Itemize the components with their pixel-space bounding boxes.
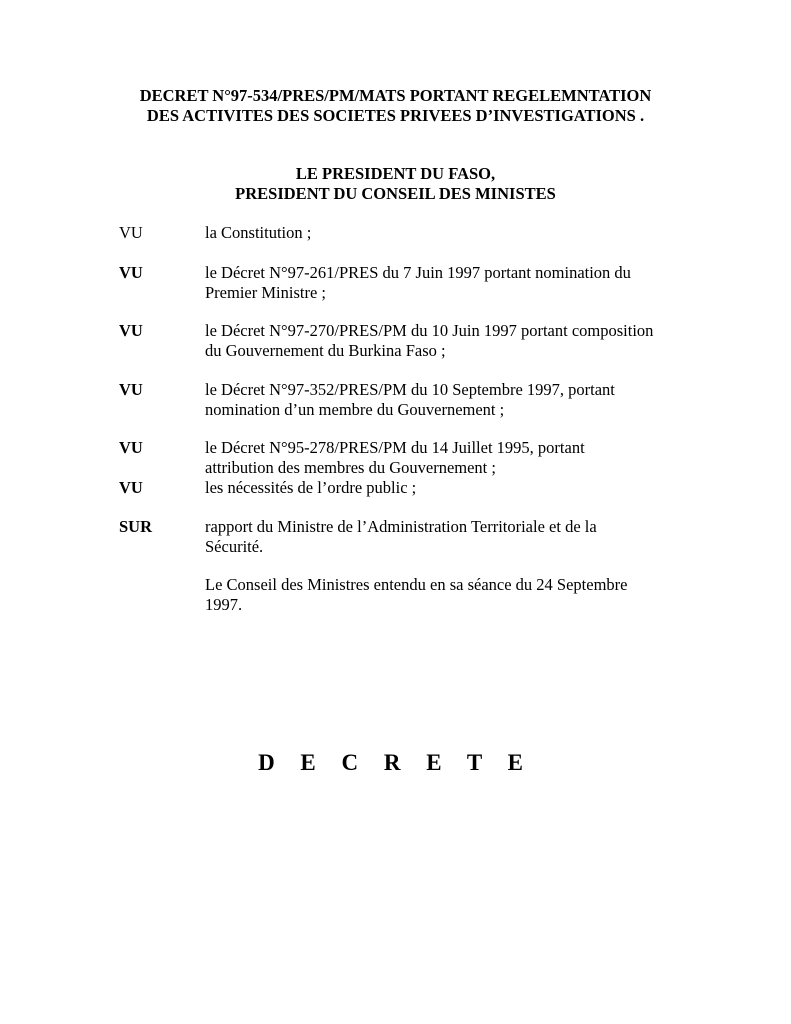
decree-title-line-2: DES ACTIVITES DES SOCIETES PRIVEES D’INVESTIGATIONS .: [146, 106, 645, 125]
council-text-line: 1997.: [205, 595, 243, 614]
visa-keyword: VU: [119, 223, 143, 242]
visa-text-line: les nécessités de l’ordre public ;: [205, 478, 417, 497]
visa-text: [205, 380, 675, 420]
decree-title: [0, 86, 791, 126]
visa-text-line: le Décret N°95-278/PRES/PM du 14 Juillet 1995, portant: [205, 438, 585, 457]
president-heading-line-2: PRESIDENT DU CONSEIL DES MINISTES: [235, 184, 556, 203]
visa-text-line: le Décret N°97-270/PRES/PM du 10 Juin 1997 portant composition: [205, 321, 654, 340]
visa-text-line: du Gouvernement du Burkina Faso ;: [205, 341, 446, 360]
council-text-line: Le Conseil des Ministres entendu en sa séance du 24 Septembre: [205, 575, 628, 594]
visa-keyword: VU: [119, 263, 143, 282]
council-text: [205, 575, 675, 615]
visa-keyword: VU: [119, 321, 143, 340]
visa-text-line: le Décret N°97-261/PRES du 7 Juin 1997 portant nomination du: [205, 263, 631, 282]
visa-text-line: rapport du Ministre de l’Administration Territoriale et de la: [205, 517, 597, 536]
visa-text-line: attribution des membres du Gouvernement ;: [205, 458, 496, 477]
president-heading-line-1: LE PRESIDENT DU FASO,: [295, 164, 496, 183]
visa-keyword: VU: [119, 478, 143, 497]
visa-text: [205, 223, 675, 243]
visa-keyword: VU: [119, 438, 143, 457]
visa-text: [205, 438, 675, 478]
visa-text-line: nomination d’un membre du Gouvernement ;: [205, 400, 505, 419]
president-heading: [0, 164, 791, 204]
visa-text: [205, 517, 675, 557]
visa-text-line: Sécurité.: [205, 537, 264, 556]
decree-title-line-1: DECRET N°97-534/PRES/PM/MATS PORTANT REGELEMNTATION: [139, 86, 652, 105]
visa-text: [205, 478, 675, 498]
visa-text-line: le Décret N°97-352/PRES/PM du 10 Septembre 1997, portant: [205, 380, 615, 399]
decrete-heading: D E C R E T E: [258, 750, 533, 775]
visa-text-line: Premier Ministre ;: [205, 283, 326, 302]
visa-keyword: VU: [119, 380, 143, 399]
visa-text-line: la Constitution ;: [205, 223, 312, 242]
visa-text: [205, 321, 675, 361]
visa-text: [205, 263, 675, 303]
visa-keyword: SUR: [119, 517, 153, 536]
